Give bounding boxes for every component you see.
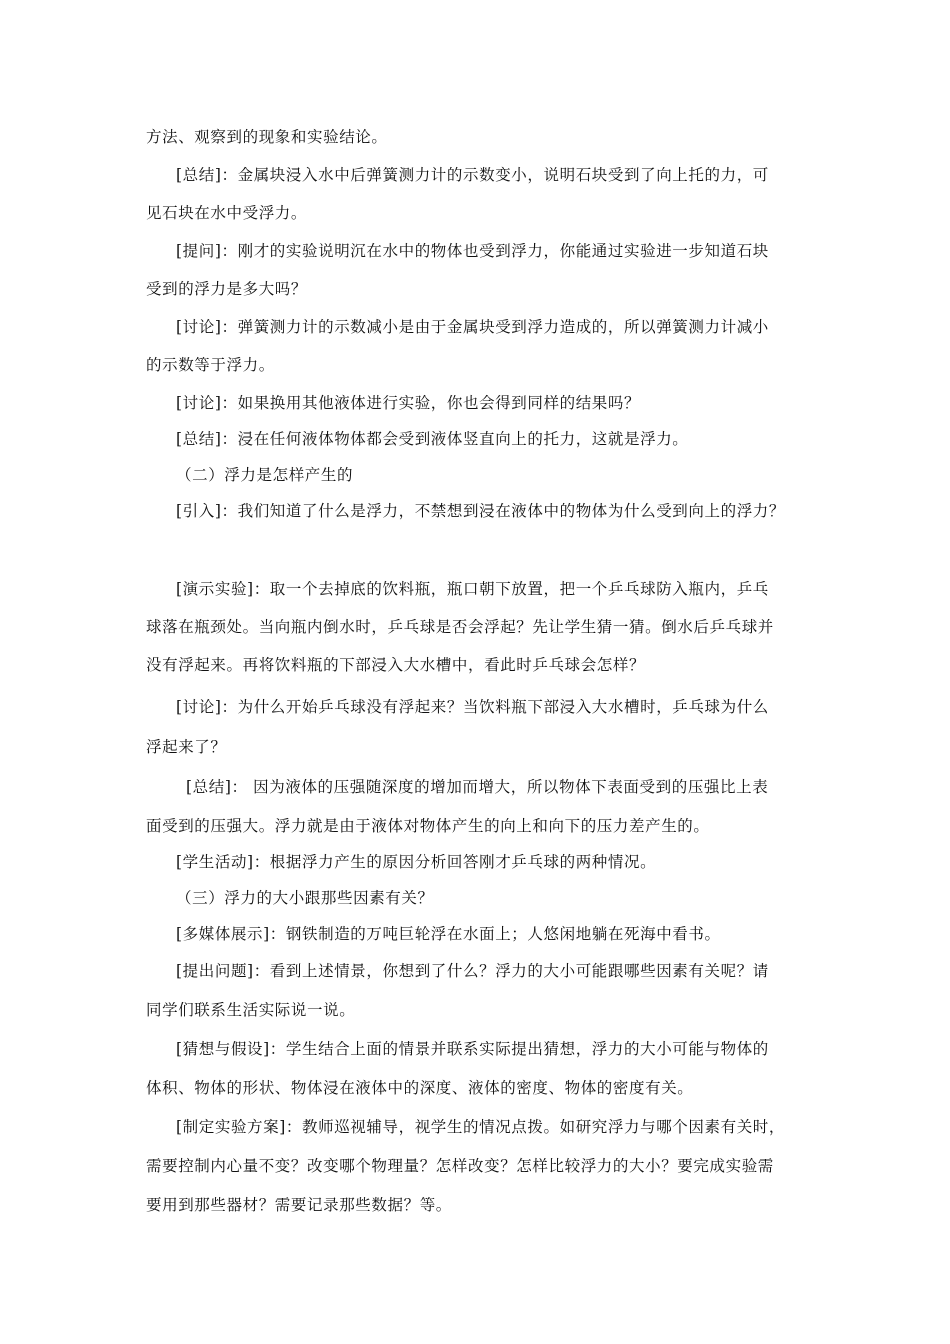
text-line: 见石块在水中受浮力。 bbox=[146, 204, 308, 222]
text-line: [多媒体展示]：钢铁制造的万吨巨轮浮在水面上；人悠闲地躺在死海中看书。 bbox=[176, 925, 721, 943]
text-line: [演示实验]：取一个去掉底的饮料瓶，瓶口朝下放置，把一个乒乓球防入瓶内，乒乓 bbox=[176, 580, 769, 598]
text-line: 浮起来了？ bbox=[146, 738, 227, 756]
text-line: 的示数等于浮力。 bbox=[146, 356, 275, 374]
text-line: 没有浮起来。再将饮料瓶的下部浸入大水槽中，看此时乒乓球会怎样？ bbox=[146, 656, 646, 674]
text-line: 体积、物体的形状、物体浸在液体中的深度、液体的密度、物体的密度有关。 bbox=[146, 1079, 694, 1097]
text-line: 球落在瓶颈处。当向瓶内倒水时，乒乓球是否会浮起？先让学生猜一猜。倒水后乒乓球并 bbox=[146, 618, 774, 636]
text-line: 需要控制内心量不变？改变哪个物理量？怎样改变？怎样比较浮力的大小？要完成实验需 bbox=[146, 1157, 774, 1175]
section-heading: （二）浮力是怎样产生的 bbox=[176, 466, 354, 484]
text-line: 要用到那些器材？需要记录那些数据？等。 bbox=[146, 1196, 452, 1214]
text-line: 面受到的压强大。浮力就是由于液体对物体产生的向上和向下的压力差产生的。 bbox=[146, 817, 710, 835]
text-line: [制定实验方案]：教师巡视辅导，视学生的情况点拨。如研究浮力与哪个因素有关时， bbox=[176, 1118, 785, 1136]
text-line: [讨论]：为什么开始乒乓球没有浮起来？当饮料瓶下部浸入大水槽时，乒乓球为什么 bbox=[176, 698, 769, 716]
text-line: [提出问题]：看到上述情景，你想到了什么？浮力的大小可能跟哪些因素有关呢？请 bbox=[176, 962, 769, 980]
text-line: [总结]： 因为液体的压强随深度的增加而增大，所以物体下表面受到的压强比上表 bbox=[186, 778, 769, 796]
text-line: [总结]：金属块浸入水中后弹簧测力计的示数变小，说明石块受到了向上托的力，可 bbox=[176, 166, 769, 184]
text-line: 同学们联系生活实际说一说。 bbox=[146, 1001, 356, 1019]
text-line: [引入]：我们知道了什么是浮力，不禁想到浸在液体中的物体为什么受到向上的浮力？ bbox=[176, 502, 785, 520]
text-line: [提问]：刚才的实验说明沉在水中的物体也受到浮力，你能通过实验进一步知道石块 bbox=[176, 242, 769, 260]
text-line: [讨论]：弹簧测力计的示数减小是由于金属块受到浮力造成的，所以弹簧测力计减小 bbox=[176, 318, 769, 336]
text-line: [学生活动]：根据浮力产生的原因分析回答刚才乒乓球的两种情况。 bbox=[176, 853, 657, 871]
text-line: 受到的浮力是多大吗？ bbox=[146, 280, 308, 298]
text-line: [讨论]：如果换用其他液体进行实验，你也会得到同样的结果吗？ bbox=[176, 394, 641, 412]
text-line: [总结]：浸在任何液体物体都会受到液体竖直向上的托力，这就是浮力。 bbox=[176, 430, 689, 448]
text-line: [猜想与假设]：学生结合上面的情景并联系实际提出猜想，浮力的大小可能与物体的 bbox=[176, 1040, 769, 1058]
section-heading: （三）浮力的大小跟那些因素有关？ bbox=[176, 889, 434, 907]
text-line: 方法、观察到的现象和实验结论。 bbox=[146, 128, 388, 146]
